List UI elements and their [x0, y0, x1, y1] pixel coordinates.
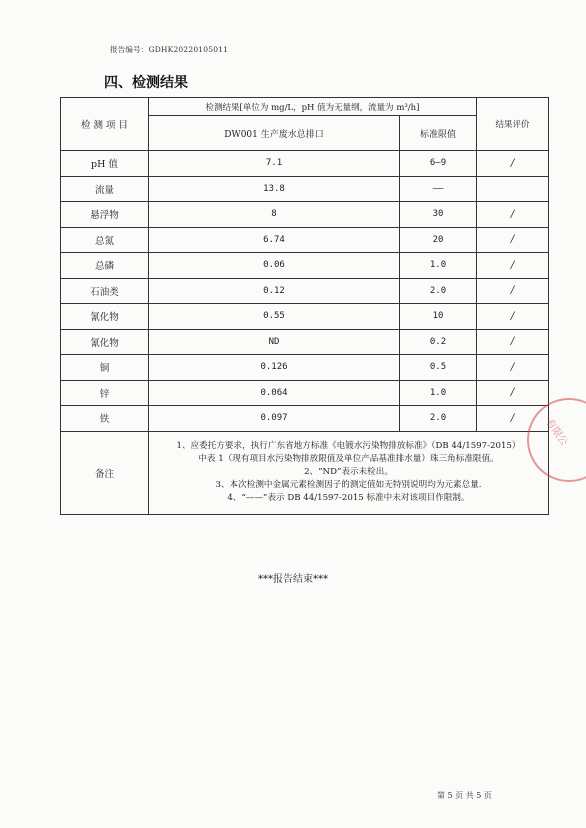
eval-cell: / [477, 227, 549, 253]
limit-cell: 2.0 [400, 406, 477, 432]
results-header: 检测结果[单位为 mg/L，pH 值为无量纲，流量为 m³/h] [149, 98, 477, 116]
value-cell: 0.097 [149, 406, 400, 432]
page-number: 第 5 页 共 5 页 [437, 791, 492, 800]
value-cell: 0.12 [149, 278, 400, 304]
site-header: DW001 生产废水总排口 [149, 116, 400, 151]
limit-cell: 20 [400, 227, 477, 253]
table-row [61, 227, 549, 253]
eval-cell: / [477, 278, 549, 304]
item-cell: 锌 [61, 380, 149, 406]
item-cell: 氰化物 [61, 304, 149, 330]
value-cell: 0.126 [149, 355, 400, 381]
eval-cell: / [477, 406, 549, 432]
item-cell: 石油类 [61, 278, 149, 304]
value-cell: 7.1 [149, 151, 400, 177]
eval-header: 结果评价 [477, 98, 549, 151]
eval-cell: / [477, 202, 549, 228]
eval-cell: / [477, 355, 549, 381]
eval-cell [477, 176, 549, 202]
item-header: 检 测 项 目 [61, 98, 149, 151]
eval-cell: / [477, 253, 549, 279]
results-table [60, 97, 549, 515]
value-cell: 8 [149, 202, 400, 228]
eval-cell: / [477, 329, 549, 355]
note-line: 1、应委托方要求，执行广东省地方标准《电镀水污染物排放标准》（DB 44/1597-2015） [176, 441, 521, 451]
note-line: 2、“ND”表示未检出。 [304, 467, 393, 477]
seal-text: 有限公 [543, 417, 570, 449]
limit-header: 标准限值 [400, 116, 477, 151]
table-row [61, 202, 549, 228]
value-cell: 0.06 [149, 253, 400, 279]
table-row [61, 329, 549, 355]
limit-cell: 2.0 [400, 278, 477, 304]
limit-cell: 0.5 [400, 355, 477, 381]
note-line: 3、本次检测中金属元素检测因子的测定值如无特别说明均为元素总量. [215, 480, 482, 490]
table-row [61, 151, 549, 177]
limit-cell: —— [400, 176, 477, 202]
table-row [61, 278, 549, 304]
item-cell: 铁 [61, 406, 149, 432]
item-cell: 流量 [61, 176, 149, 202]
table-row [61, 304, 549, 330]
value-cell: 13.8 [149, 176, 400, 202]
eval-cell: / [477, 380, 549, 406]
item-cell: 总磷 [61, 253, 149, 279]
table-row [61, 406, 549, 432]
eval-cell: / [477, 304, 549, 330]
limit-cell: 6—9 [400, 151, 477, 177]
item-cell: 总氮 [61, 227, 149, 253]
limit-cell: 1.0 [400, 380, 477, 406]
item-cell: 氰化物 [61, 329, 149, 355]
value-cell: ND [149, 329, 400, 355]
notes-label: 备注 [61, 431, 149, 514]
limit-cell: 30 [400, 202, 477, 228]
eval-cell: / [477, 151, 549, 177]
item-cell: 悬浮物 [61, 202, 149, 228]
value-cell: 6.74 [149, 227, 400, 253]
item-cell: 铜 [61, 355, 149, 381]
table-row [61, 253, 549, 279]
report-end-text: ***报告结束*** [258, 574, 328, 585]
notes-cell [149, 431, 549, 514]
limit-cell: 1.0 [400, 253, 477, 279]
item-cell: pH 值 [61, 151, 149, 177]
table-row [61, 176, 549, 202]
limit-cell: 10 [400, 304, 477, 330]
table-row [61, 380, 549, 406]
section-title: 四、检测结果 [104, 75, 188, 91]
value-cell: 0.55 [149, 304, 400, 330]
table-row [61, 355, 549, 381]
note-line: 中表 1（现有项目水污染物排放限值及单位产品基准排水量）珠三角标准限值。 [198, 454, 499, 464]
note-line: 4、“——”表示 DB 44/1597-2015 标准中未对该项目作限制。 [227, 493, 470, 503]
report-number: 报告编号：GDHK20220105011 [110, 45, 229, 54]
limit-cell: 0.2 [400, 329, 477, 355]
value-cell: 0.064 [149, 380, 400, 406]
